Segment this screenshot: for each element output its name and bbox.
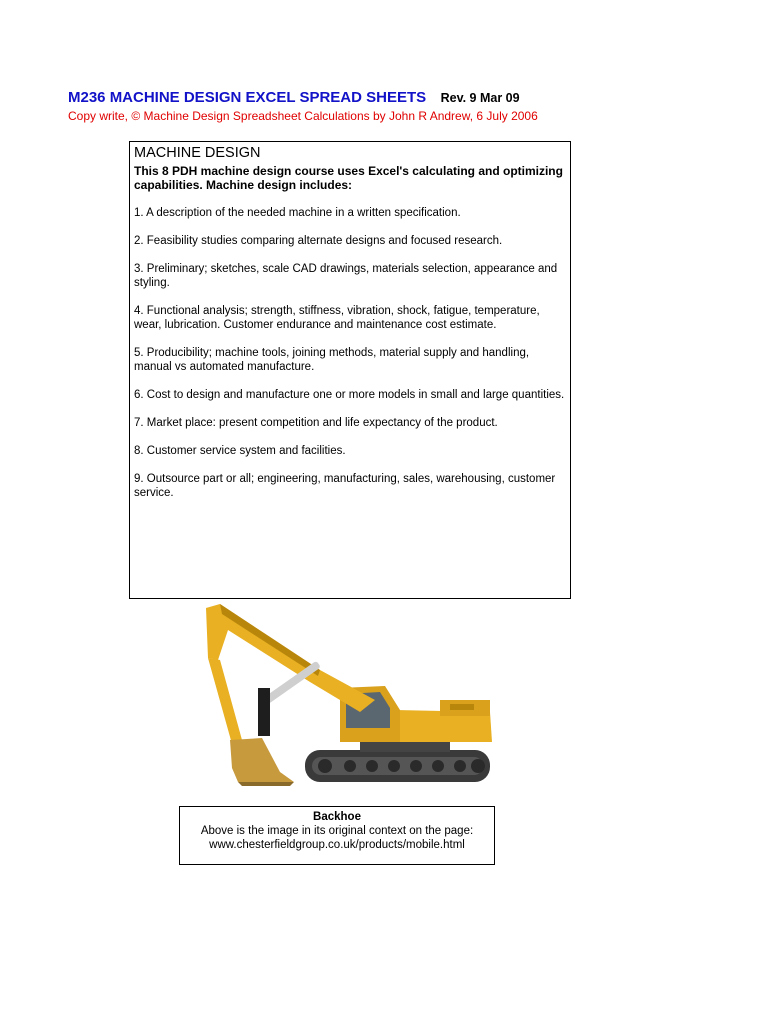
box-intro: This 8 PDH machine design course uses Excel's calculating and optimizing capabilities. Machine design includes: xyxy=(134,164,563,192)
caption-source-url: www.chesterfieldgroup.co.uk/products/mobile.html xyxy=(209,839,465,851)
copyright-line: Copy write, © Machine Design Spreadsheet Calculations by John R Andrew, 6 July 2006 xyxy=(68,109,538,123)
list-item: 1. A description of the needed machine in a written specification. xyxy=(134,207,461,219)
document-title: M236 MACHINE DESIGN EXCEL SPREAD SHEETS xyxy=(68,89,427,106)
engine-vent xyxy=(450,704,474,710)
list-item: 4. Functional analysis; strength, stiffness, vibration, shock, fatigue, temperature, wear, lubrication. Customer endurance and maintenance cost estimate. xyxy=(134,305,540,331)
list-item: 7. Market place: present competition and life expectancy of the product. xyxy=(134,417,498,429)
excavator-hose-guard xyxy=(258,688,270,736)
design-steps-list xyxy=(134,206,566,500)
box-title: MACHINE DESIGN xyxy=(134,145,261,161)
excavator-bucket xyxy=(230,738,294,782)
bucket-teeth xyxy=(238,782,294,786)
document-header xyxy=(68,88,688,124)
list-item: 8. Customer service system and facilities. xyxy=(134,445,346,457)
image-caption-box xyxy=(179,806,495,865)
excavator-image xyxy=(200,600,500,790)
list-item: 2. Feasibility studies comparing alternate designs and focused research. xyxy=(134,235,503,247)
course-description-box xyxy=(129,141,571,599)
list-item: 6. Cost to design and manufacture one or more models in small and large quantities. xyxy=(134,389,565,401)
boom-shade xyxy=(220,604,320,676)
list-item: 9. Outsource part or all; engineering, manufacturing, sales, warehousing, customer service. xyxy=(134,473,556,499)
title-line xyxy=(68,88,688,108)
caption-title: Backhoe xyxy=(313,811,361,823)
excavator-arm xyxy=(208,658,242,744)
list-item: 3. Preliminary; sketches, scale CAD drawings, materials selection, appearance and styling. xyxy=(134,263,558,289)
caption-line-1: Above is the image in its original context on the page: xyxy=(200,825,474,837)
list-item: 5. Producibility; machine tools, joining methods, material supply and handling, manual vs automated manufacture. xyxy=(134,347,530,373)
revision-label: Rev. 9 Mar 09 xyxy=(440,91,520,105)
